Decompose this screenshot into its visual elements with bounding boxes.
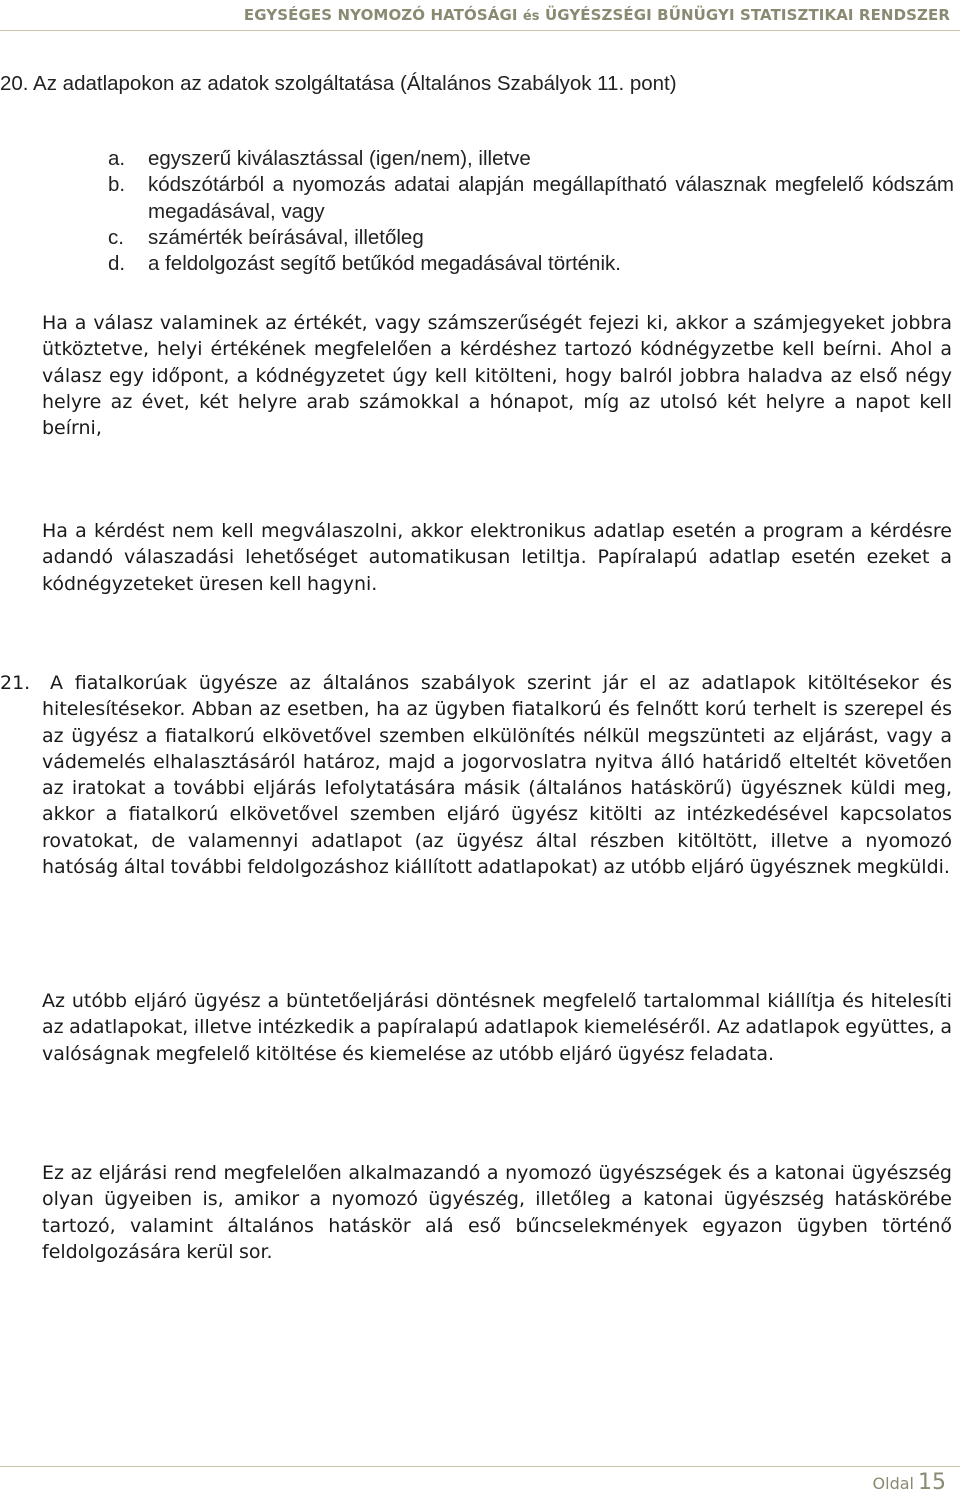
list-item	[108, 225, 954, 251]
paragraph-juvenile-prosecutor: A fiatalkorúak ügyésze az általános szabályok szerint jár el az adatlapok kitöltésekor és hitelesítésekor. Abban az esetben, ha az ügyben fiatalkorú és felnőtt korú terhelt is szerepel és az ügyész a fiatalkorú elkövetővel szemben elkülönítés nélkül megszünteti az eljárást, vagy a vádemelés elhalasztásáról határoz, majd a jogorvoslatra nyitva álló határidő elteltét követően az iratokat a további eljárás lefolytatására másik (általános hatáskörű) ügyésznek küldi meg, akkor a fiatalkorú elkövetővel szemben eljáró ügyész kitölti az intézkedésével kapcsolatos rovatokat, de valamennyi adatlapot (az ügyész által részben kitöltött, illetve a nyomozó hatóság által további feldolgozáshoz kiállított adatlapokat) az utóbb eljáró ügyésznek megküldi.	[42, 672, 952, 879]
paragraph-value-format: Ha a válasz valaminek az értékét, vagy számszerűségét fejezi ki, akkor a számjegyeket jobbra ütköztetve, helyi értékének megfelelően a kérdéshez tartozó kódnégyzetbe kell beírni. Ahol a válasz egy időpont, a kódnégyzetet úgy kell kitölteni, hogy balról jobbra haladva az első négy helyre az évet, két helyre arab számokkal a hónapot, míg az utolsó két helyre a napot kell beírni,	[42, 312, 952, 440]
list-item-text: egyszerű kiválasztással (igen/nem), illetve	[148, 147, 531, 170]
header-title-part2: ÜGYÉSZSÉGI BŰNÜGYI STATISZTIKAI RENDSZER	[544, 6, 950, 24]
list-marker: b.	[108, 173, 126, 197]
running-header	[244, 6, 950, 24]
header-title-and: és	[522, 9, 540, 24]
list-item	[108, 251, 954, 277]
paragraph-skip-question: Ha a kérdést nem kell megválaszolni, akkor elektronikus adatlap esetén a program a kérdésre adandó válaszadási lehetőséget automatikusan letiltja. Papíralapú adatlap esetén ezeket a kódnégyzeteket üresen kell hagyni.	[42, 520, 952, 595]
list-marker: c.	[108, 225, 124, 249]
header-divider	[0, 30, 960, 31]
options-list	[108, 146, 954, 277]
list-marker: a.	[108, 147, 126, 170]
list-item-text: számérték beírásával, illetőleg	[148, 225, 424, 249]
page-number: 15	[918, 1470, 946, 1495]
footer-divider	[0, 1466, 960, 1467]
paragraph-procedure-scope: Ez az eljárási rend megfelelően alkalmazandó a nyomozó ügyészségek és a katonai ügyészség olyan ügyeiben is, amikor a nyomozó ügyészég, illetőleg a katonai ügyészség hatáskörébe tartozó, valamint általános hatáskör alá eső bűncselekmények egyazon ügyben történő feldolgozására kerül sor.	[42, 1162, 952, 1263]
page-label: Oldal	[872, 1474, 914, 1493]
section-20-heading: 20. Az adatlapokon az adatok szolgáltatása (Általános Szabályok 11. pont)	[0, 72, 677, 95]
list-item	[108, 146, 954, 172]
list-marker: d.	[108, 252, 126, 276]
page-footer	[873, 1470, 946, 1495]
paragraph-later-prosecutor: Az utóbb eljáró ügyész a büntetőeljárási döntésnek megfelelő tartalommal kiállítja és hitelesíti az adatlapokat, illetve intézkedik a papíralapú adatlapok kiemeléséről. Az adatlapok együttes, a valóságnak megfelelő kitöltése és kiemelése az utóbb eljáró ügyész feladata.	[42, 990, 952, 1065]
list-item-text: kódszótárból a nyomozás adatai alapján megállapítható válasznak megfelelő kódszám megadásával, vagy	[148, 173, 954, 223]
header-title-part1: EGYSÉGES NYOMOZÓ HATÓSÁGI	[243, 6, 518, 24]
list-item	[108, 172, 954, 225]
list-item-text: a feldolgozást segítő betűkód megadásával történik.	[148, 252, 621, 276]
section-21-number: 21.	[0, 672, 31, 694]
